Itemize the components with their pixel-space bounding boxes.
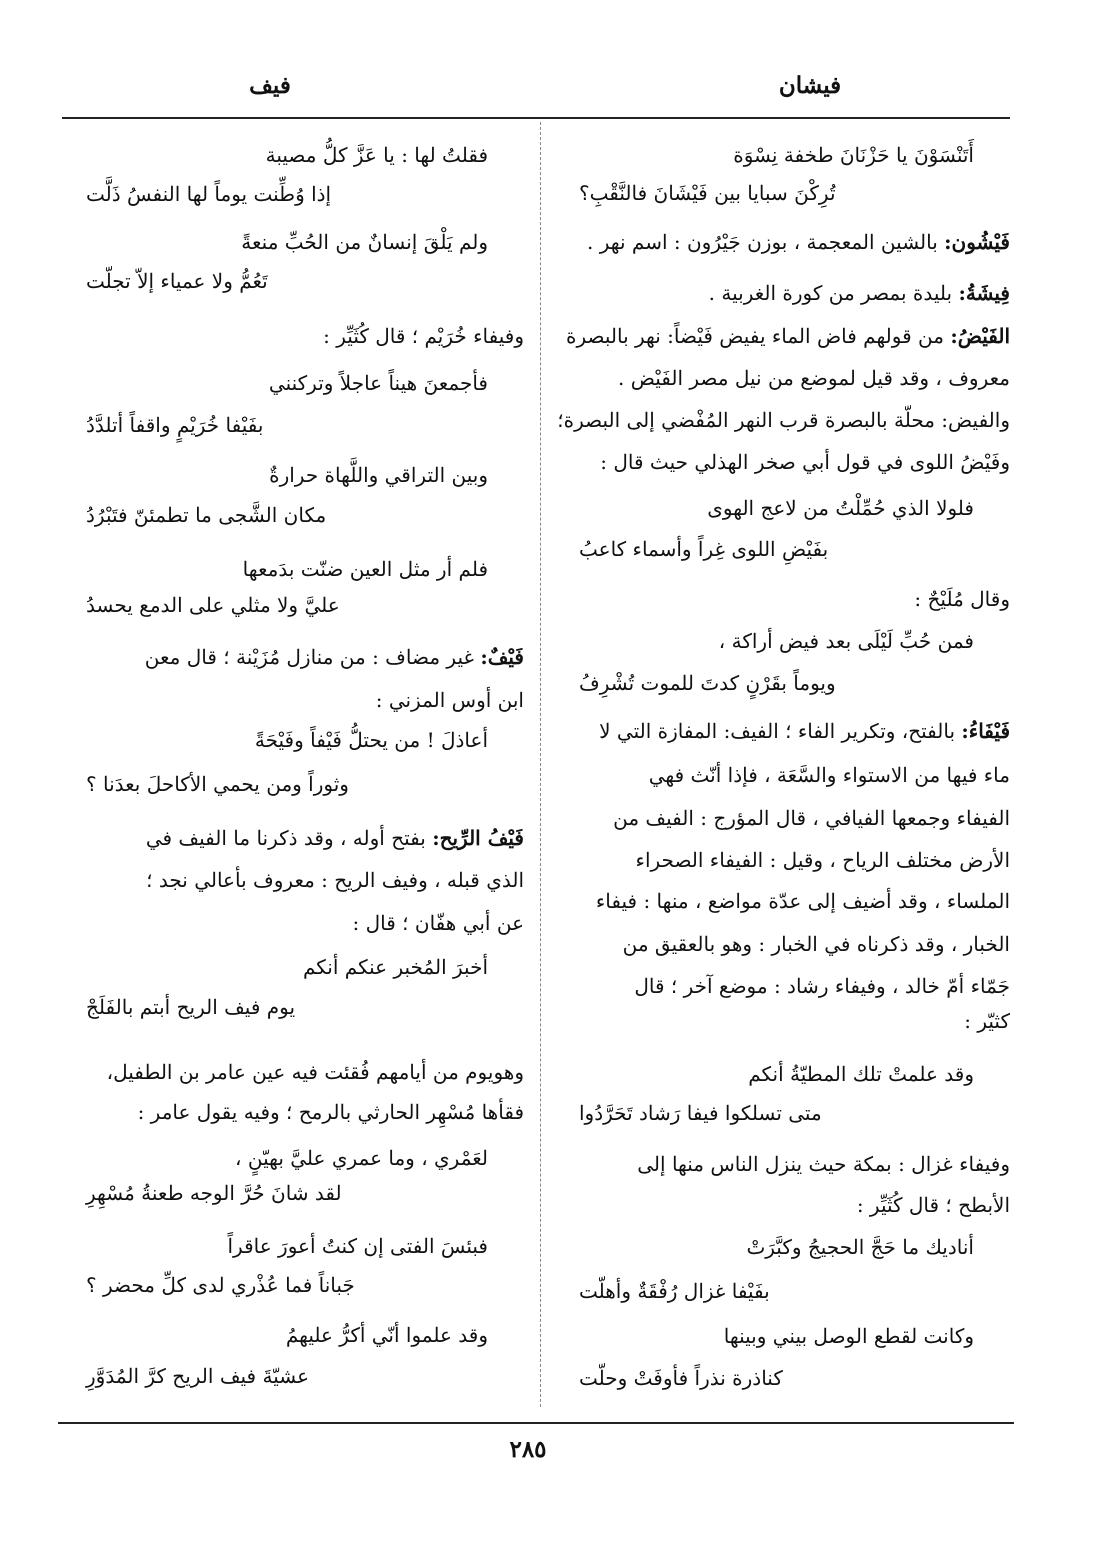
verse-line: [62, 1325, 524, 1345]
verse-line: [555, 539, 1010, 559]
verse-line: [62, 271, 524, 291]
line-text: وفَيْضُ اللوى في قول أبي صخر الهذلي حيث قال :: [600, 450, 1010, 474]
line-text: متى تسلكوا فيفا رَشاد تَحَرَّدُوا: [579, 1101, 822, 1125]
prose-line: [62, 828, 524, 848]
verse-line: [555, 1326, 1010, 1346]
line-text: بفتح أوله ، وقد ذكرنا ما الفيف في: [145, 826, 433, 850]
verse-line: [555, 673, 1010, 693]
verse-line: [62, 415, 524, 435]
line-text: فمن حُبِّ لَيْلَى بعد فيض أراكة ،: [718, 629, 974, 653]
line-text: وثوراً ومن يحمي الأكاحلَ بعدَنا ؟: [86, 772, 349, 796]
verse-line: [555, 183, 1010, 203]
entry-headword: فِيشَةُ:: [958, 281, 1010, 305]
verse-line: [62, 465, 524, 485]
header-rule: [62, 117, 1010, 119]
line-text: فبئسَ الفتى إن كنتُ أعورَ عاقراً: [227, 1234, 488, 1258]
line-text: من قولهم فاض الماء يفيض فَيْضاً: نهر بالبصرة: [565, 324, 951, 348]
line-text: وهويوم من أيامهم فُقئت فيه عين عامر بن الطفيل،: [106, 1060, 524, 1084]
line-text: الخبار ، وقد ذكرناه في الخبار : وهو بالعقيق من: [622, 932, 1010, 956]
entry-headword: فَيْفٌ:: [480, 645, 524, 669]
entry-headword: فَيْشُون:: [944, 230, 1010, 254]
prose-line: [62, 870, 524, 890]
prose-line: [62, 913, 524, 933]
line-text: وقد علموا أنّي أكرُّ عليهمُ: [285, 1323, 488, 1347]
line-text: بفَيْضِ اللوى غِراً وأسماء كاعبُ: [579, 537, 829, 561]
line-text: لقد شانَ حُرَّ الوجه طعنةُ مُسْهِرِ: [86, 1181, 342, 1205]
line-text: فلم أر مثل العين ضنّت بدَمعها: [242, 557, 488, 581]
line-text: عليَّ ولا مثلي على الدمع يحسدُ: [86, 593, 340, 617]
verse-line: [62, 595, 524, 615]
line-text: فقأها مُسْهِر الحارثي بالرمح ؛ وفيه يقول عامر :: [137, 1100, 524, 1124]
line-text: والفيض: محلّة بالبصرة قرب النهر المُفْضي إلى البصرة؛: [557, 408, 1010, 432]
page-header-left-title: فيف: [249, 72, 291, 99]
line-text: بالفتح، وتكرير الفاء ؛ الفيف: المفازة التي لا: [599, 719, 962, 743]
line-text: أَتَنْسَوْنَ يا حَزْنَانَ طخفة نِسْوَة: [733, 143, 974, 167]
line-text: وفيفاء غزال : بمكة حيث ينزل الناس منها إلى: [637, 1152, 1010, 1176]
line-text: الذي قبله ، وفيف الريح : معروف بأعالي نجد ؛: [146, 868, 524, 892]
prose-line: [555, 976, 1010, 996]
verse-line: [62, 373, 524, 393]
verse-line: [62, 1183, 524, 1203]
line-text: الأرض مختلف الرياح ، وقيل : الفيفاء الصحراء: [635, 848, 1010, 872]
line-text: ماء فيها من الاستواء والسَّعَة ، فإذا أنّث فهي: [648, 763, 1010, 787]
line-text: كثيّر :: [964, 1009, 1010, 1033]
prose-line: [555, 283, 1010, 303]
verse-line: [62, 957, 524, 977]
prose-line: [555, 1011, 1010, 1031]
line-text: فقلتُ لها : يا عَزَّ كلُّ مصيبة: [265, 143, 488, 167]
entry-headword: فَيْفَاءُ:: [961, 719, 1010, 743]
prose-line: [62, 1102, 524, 1122]
prose-line: [555, 934, 1010, 954]
line-text: يوم فيف الريح أبتم بالفَلَجْ: [86, 995, 296, 1019]
line-text: بفَيْفا غزال رُفْقَةٌ وأهلّت: [579, 1279, 770, 1303]
line-text: وقد علمتْ تلك المطيّةُ أنكم: [748, 1062, 974, 1086]
verse-line: [555, 145, 1010, 165]
verse-line: [555, 498, 1010, 518]
line-text: الملساء ، وقد أضيف إلى عدّة مواضع ، منها : فيفاء: [595, 889, 1010, 913]
line-text: معروف ، وقد قيل لموضع من نيل مصر الفَيْض .: [618, 366, 1010, 390]
verse-line: [62, 184, 524, 204]
line-text: جَباناً فما عُذْري لدى كلِّ محضر ؟: [86, 1273, 355, 1297]
verse-line: [62, 774, 524, 794]
verse-line: [555, 631, 1010, 651]
verse-line: [62, 232, 524, 252]
prose-line: [555, 808, 1010, 828]
verse-line: [555, 1281, 1010, 1301]
line-text: ولم يَلْقَ إنسانٌ من الحُبِّ منعةً: [241, 230, 488, 254]
prose-line: [555, 368, 1010, 388]
prose-line: [62, 647, 524, 667]
prose-line: [555, 589, 1010, 609]
line-text: وقال مُلَيْحٌ :: [914, 587, 1010, 611]
verse-line: [62, 1236, 524, 1256]
line-text: ويوماً بقَرْنٍ كدتَ للموت تُشْرِفُ: [579, 671, 836, 695]
entry-headword: الفَيْضُ:: [950, 324, 1010, 348]
prose-line: [555, 410, 1010, 430]
line-text: جَمّاء أمّ خالد ، وفيفاء رشاد : موضع آخر ؛ قال: [634, 974, 1010, 998]
line-text: إذا وُطِّنت يوماً لها النفسُ ذَلَّت: [86, 182, 332, 206]
line-text: عن أبي هفّان ؛ قال :: [352, 911, 524, 935]
verse-line: [555, 1368, 1010, 1388]
line-text: مكان الشَّجى ما تطمئنّ فتَبْرُدُ: [86, 503, 327, 527]
line-text: لعَمْري ، وما عمري عليَّ بهيّنٍ ،: [235, 1146, 488, 1170]
footer-rule: [58, 1422, 1014, 1424]
verse-line: [62, 1148, 524, 1168]
prose-line: [555, 1154, 1010, 1174]
verse-line: [62, 997, 524, 1017]
line-text: فأجمعنَ هيناً عاجلاً وتركنني: [268, 371, 488, 395]
line-text: أناديك ما حَجَّ الحجيجُ وكبَّرَتْ: [746, 1235, 974, 1259]
prose-line: [555, 850, 1010, 870]
prose-line: [555, 721, 1010, 741]
line-text: وفيفاء خُرَيْم ؛ قال كُثَيِّر :: [323, 324, 524, 348]
prose-line: [555, 765, 1010, 785]
line-text: غير مضاف : من منازل مُزَيْنة ؛ قال معن: [144, 645, 481, 669]
prose-line: [62, 690, 524, 710]
verse-line: [555, 1064, 1010, 1084]
verse-line: [555, 1103, 1010, 1123]
prose-line: [62, 326, 524, 346]
page-header-right-title: فيشان: [778, 72, 842, 99]
entry-headword: فَيْفُ الرِّيح:: [432, 826, 524, 850]
verse-line: [555, 1237, 1010, 1257]
column-divider: [540, 122, 541, 1407]
prose-line: [555, 326, 1010, 346]
line-text: بليدة بمصر من كورة الغربية .: [708, 281, 959, 305]
prose-line: [555, 452, 1010, 472]
prose-line: [555, 1195, 1010, 1215]
page-number: ٢٨٥: [509, 1436, 547, 1463]
verse-line: [62, 730, 524, 750]
line-text: أخبرَ المُخبر عنكم أنكم: [302, 955, 488, 979]
line-text: أعاذلَ ! من يحتلُّ فَيْفاً وفَيْحَةً: [254, 728, 488, 752]
verse-line: [62, 559, 524, 579]
line-text: عشيّةَ فيف الريح كرَّ المُدَوَّرِ: [86, 1364, 310, 1388]
line-text: تَعُمُّ ولا عمياء إلاّ تجلّت: [86, 269, 268, 293]
prose-line: [62, 1062, 524, 1082]
line-text: الأبطح ؛ قال كُثَيِّر :: [856, 1193, 1010, 1217]
prose-line: [555, 891, 1010, 911]
prose-line: [555, 232, 1010, 252]
verse-line: [62, 1366, 524, 1386]
line-text: وبين التراقي واللَّهاة حرارةٌ: [269, 463, 488, 487]
line-text: تُرِكْنَ سبايا بين فَيْشَانَ فالنَّقْبِ؟: [579, 181, 836, 205]
line-text: ابن أوس المزني :: [375, 688, 524, 712]
line-text: بالشين المعجمة ، بوزن جَيْرُون : اسم نهر .: [587, 230, 945, 254]
line-text: الفيفاء وجمعها الفيافي ، قال المؤرج : الفيف من: [613, 806, 1010, 830]
line-text: فلولا الذي حُمِّلْتُ من لاعج الهوى: [707, 496, 974, 520]
verse-line: [62, 145, 524, 165]
verse-line: [62, 505, 524, 525]
line-text: بفَيْفا خُرَيْمٍ واقفاً أتلدَّدُ: [86, 413, 264, 437]
line-text: كناذرة نذراً فأوفَتْ وحلّت: [579, 1366, 783, 1390]
verse-line: [62, 1275, 524, 1295]
line-text: وكانت لقطع الوصل بيني وبينها: [723, 1324, 974, 1348]
